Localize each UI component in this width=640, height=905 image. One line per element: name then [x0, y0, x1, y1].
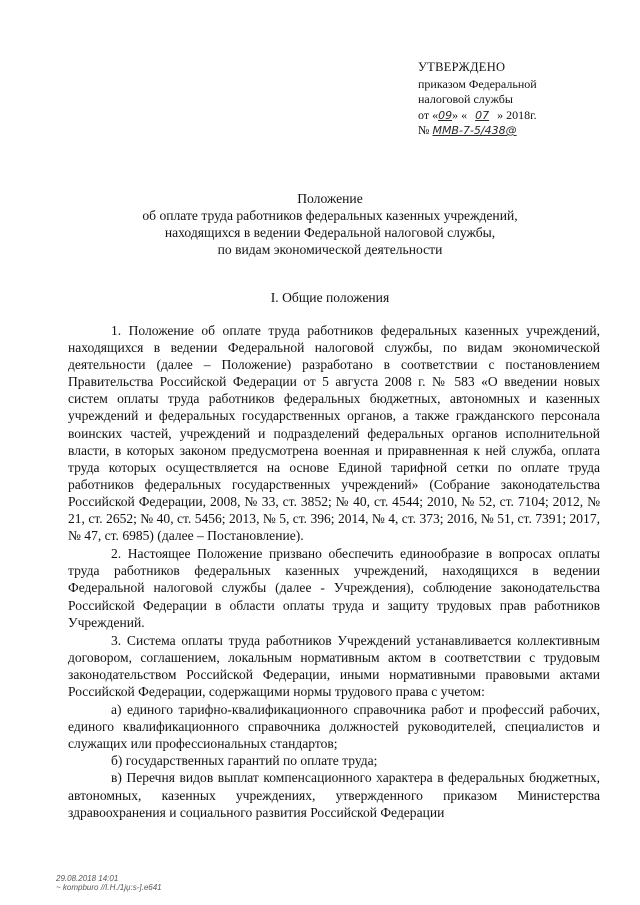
approval-date-month: 07 — [475, 108, 490, 122]
approval-number: № ММВ-7-5/438@ — [418, 123, 517, 137]
approval-order-line: приказом Федеральной — [418, 76, 537, 91]
approval-stamp — [418, 60, 598, 139]
title-line-3: находящихся в ведении Федеральной налоговой службы, — [164, 225, 496, 240]
approval-heading: УТВЕРЖДЕНО — [418, 60, 506, 74]
section-heading: I. Общие положения — [270, 290, 390, 305]
title-line-4: по видам экономической деятельности — [217, 242, 443, 257]
footer-stamp — [56, 874, 162, 892]
title-line-2: об оплате труда работников федеральных казенных учреждений, — [142, 208, 518, 223]
footer-timestamp: 29.08.2018 14:01 — [56, 874, 119, 883]
paragraph-3b: б) государственных гарантий по оплате труда; — [111, 753, 378, 769]
paragraph-3: 3. Система оплаты труда работников Учреждений устанавливается коллективным договором, соглашением, локальным нормативным актом в соответствии с трудовым законодательством Российской Федерации, иными нормативными правовыми актами Российской Федерации, содержащими нормы трудового права с учетом: — [68, 632, 600, 699]
paragraph-3a: а) единого тарифно-квалификационного справочника работ и профессий рабочих, единого квалификационного справочника должностей руководителей, специалистов и служащих или профессиональных стандартов; — [68, 702, 600, 752]
approval-agency-line: налоговой службы — [418, 92, 513, 106]
approval-date: от «09» « 07 » 2018г. — [418, 107, 537, 122]
paragraph-2: 2. Настоящее Положение призвано обеспечить единообразие в вопросах оплаты труда работников федеральных казенных учреждений, находящихся в ведении Федеральной налоговой службы (далее - Учреждения), соблюдение законодательства Российской Федерации в области оплаты труда и защиту трудовых прав работников Учреждений. — [68, 546, 600, 630]
approval-date-day: 09 — [438, 108, 453, 122]
paragraph-3c: в) Перечня видов выплат компенсационного характера в федеральных бюджетных, автономных, казенных учреждениях, утвержденного приказом Министерства здравоохранения и социального развития Российской Федерации — [68, 770, 600, 820]
paragraph-1: 1. Положение об оплате труда работников федеральных казенных учреждений, находящихся в ведении Федеральной налоговой службы, по видам экономической деятельности (далее – Положение) разработано в соответствии с постановлением Правительства Российской Федерации от 5 августа 2008 г. № 583 «О введении новых систем оплаты труда работников федеральных бюджетных, автономных и казенных учреждений и федеральных государственных органов, а также гражданского персонала воинских частей, учреждений и подразделений федеральных органов исполнительной власти, в которых законом предусмотрена военная и приравненная к ней служба, оплата труда которых осуществляется на основе Единой тарифной сетки по оплате труда работников федеральных государственных учреждений» (Собрание законодательства Российской Федерации, 2008, № 33, ст. 3852; № 40, ст. 4544; 2010, № 52, ст. 7104; 2012, № 21, ст. 2652; № 40, ст. 5456; 2013, № 5, ст. 396; 2014, № 4, ст. 373; 2016, № 51, ст. 7391; 2017, № 47, ст. 6985) (далее – Постановление). — [68, 323, 600, 544]
document-body — [68, 322, 600, 821]
footer-path: ~ kompburo //I.H./1јџ:ѕ-].e641 — [56, 883, 162, 892]
document-title — [70, 190, 590, 258]
approval-number-value: ММВ-7-5/438@ — [432, 124, 517, 137]
title-line-1: Положение — [297, 191, 363, 206]
